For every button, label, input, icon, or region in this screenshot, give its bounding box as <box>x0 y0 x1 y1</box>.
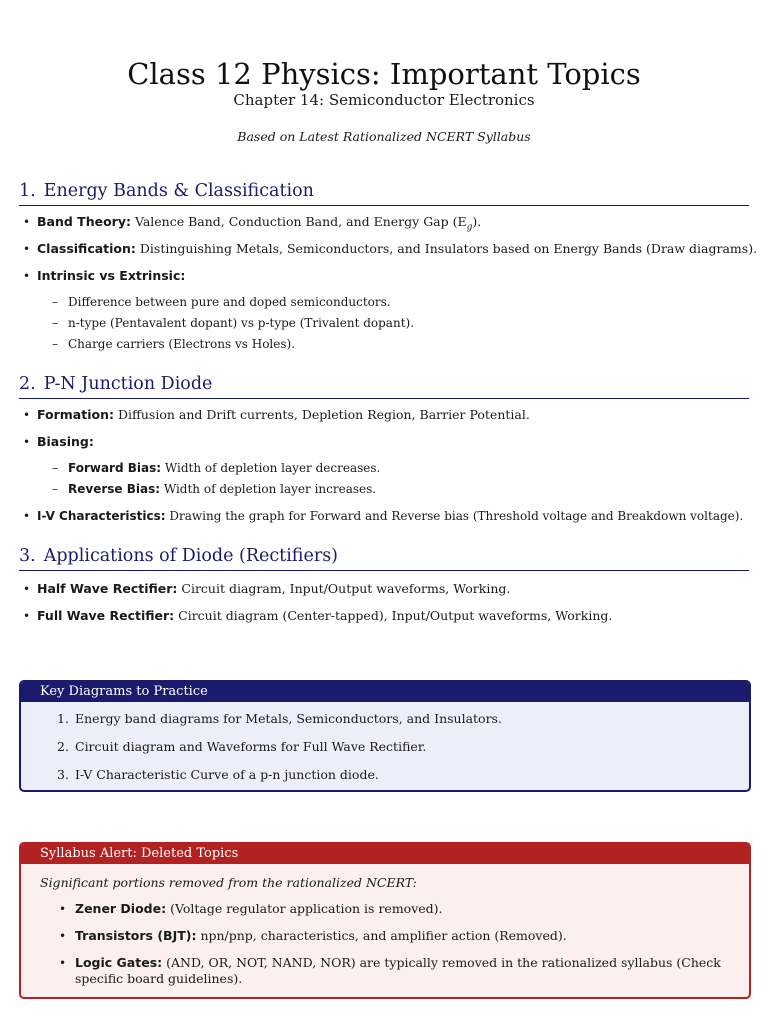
list-item-intrinsic-extrinsic <box>23 267 753 285</box>
list-item-classification <box>23 240 758 258</box>
item-text: I-V Characteristic Curve of a p-n junction diode. <box>75 767 379 782</box>
item-key: Band Theory: <box>37 214 131 229</box>
list-item <box>57 766 717 783</box>
sub-item <box>52 315 752 332</box>
chapter-subtitle: Chapter 14: Semiconductor Electronics <box>233 91 535 109</box>
item-text: Valence Band, Conduction Band, and Energy Gap (E <box>130 214 467 229</box>
item-text: Energy band diagrams for Metals, Semiconductors, and Insulators. <box>75 711 502 726</box>
bullet-icon: • <box>23 582 31 596</box>
section-title: Applications of Diode (Rectifiers) <box>43 546 339 566</box>
item-key: Zener Diode: <box>75 901 167 916</box>
section-heading-rectifiers <box>19 545 749 571</box>
item-key: I-V Characteristics: <box>37 509 166 523</box>
dash-icon: – <box>52 295 58 309</box>
page-title: Class 12 Physics: Important Topics <box>127 57 641 91</box>
item-text: Circuit diagram, Input/Output waveforms, Working. <box>177 581 511 596</box>
list-item-band-theory <box>23 213 753 237</box>
sub-item-text: Width of depletion layer decreases. <box>161 461 381 475</box>
dash-icon: – <box>52 337 58 351</box>
item-key: Formation: <box>37 407 114 422</box>
bullet-icon: • <box>59 902 67 916</box>
bullet-icon: • <box>23 242 31 256</box>
section-heading-energy-bands <box>19 180 749 206</box>
item-text: Circuit diagram (Center-tapped), Input/Output waveforms, Working. <box>174 608 613 623</box>
key-diagrams-box <box>19 680 751 792</box>
bullet-icon: • <box>23 509 31 523</box>
item-number: 3. <box>57 767 69 782</box>
sub-item-text: n-type (Pentavalent dopant) vs p-type (Trivalent dopant). <box>68 316 415 330</box>
dash-icon: – <box>52 461 58 475</box>
item-text: Diffusion and Drift currents, Depletion Region, Barrier Potential. <box>114 407 530 422</box>
list-item-iv-characteristics <box>23 508 753 525</box>
item-text: npn/pnp, characteristics, and amplifier action (Removed). <box>196 928 567 943</box>
sub-item-reverse-bias <box>52 481 752 498</box>
bullet-icon: • <box>59 956 67 970</box>
section-number: 1. <box>19 181 36 201</box>
syllabus-alert-intro: Significant portions removed from the rationalized NCERT: <box>40 875 417 890</box>
bullet-icon: • <box>59 929 67 943</box>
item-text: Distinguishing Metals, Semiconductors, and Insulators based on Energy Bands (Draw diagrams). <box>135 241 758 256</box>
sub-item <box>52 336 752 353</box>
sub-item-key: Forward Bias: <box>68 461 162 475</box>
dash-icon: – <box>52 482 58 496</box>
item-key: Logic Gates: <box>75 955 163 970</box>
bullet-icon: • <box>23 609 31 623</box>
item-subscript: g <box>466 222 473 233</box>
list-item-full-wave <box>23 607 753 625</box>
item-tail: ). <box>472 214 482 229</box>
syllabus-basis-note: Based on Latest Rationalized NCERT Syllabus <box>237 129 531 144</box>
bullet-icon: • <box>23 408 31 422</box>
list-item-zener-diode <box>59 901 739 917</box>
section-heading-pn-junction <box>19 373 749 399</box>
sub-item-key: Reverse Bias: <box>68 482 161 496</box>
item-key: Classification: <box>37 241 136 256</box>
sub-item-forward-bias <box>52 460 752 477</box>
section-number: 3. <box>19 546 36 566</box>
item-number: 2. <box>57 739 69 754</box>
sub-item-text: Width of depletion layer increases. <box>160 482 377 496</box>
list-item-transistors <box>59 928 739 944</box>
item-key: Full Wave Rectifier: <box>37 608 175 623</box>
key-diagrams-title: Key Diagrams to Practice <box>21 682 749 702</box>
section-title: P-N Junction Diode <box>43 374 213 394</box>
sub-item <box>52 294 752 311</box>
item-number: 1. <box>57 711 69 726</box>
syllabus-alert-box <box>19 842 751 999</box>
section-number: 2. <box>19 374 36 394</box>
list-item <box>57 738 717 755</box>
item-key: Half Wave Rectifier: <box>37 581 178 596</box>
dash-icon: – <box>52 316 58 330</box>
list-item-formation <box>23 406 753 424</box>
item-text: Circuit diagram and Waveforms for Full Wave Rectifier. <box>75 739 427 754</box>
item-key: Biasing: <box>37 434 94 449</box>
list-item-half-wave <box>23 580 753 598</box>
sub-item-text: Difference between pure and doped semiconductors. <box>68 295 391 309</box>
list-item-logic-gates <box>59 955 739 987</box>
syllabus-alert-title: Syllabus Alert: Deleted Topics <box>21 844 749 864</box>
sub-item-text: Charge carriers (Electrons vs Holes). <box>68 337 296 351</box>
list-item <box>57 710 717 727</box>
item-key: Transistors (BJT): <box>75 928 197 943</box>
item-text: (Voltage regulator application is removed). <box>166 901 443 916</box>
bullet-icon: • <box>23 435 31 449</box>
item-text: (AND, OR, NOT, NAND, NOR) are typically removed in the rationalized syllabus (Check specific board guidelines). <box>75 955 721 986</box>
item-key: Intrinsic vs Extrinsic: <box>37 268 186 283</box>
list-item-biasing <box>23 433 753 451</box>
bullet-icon: • <box>23 215 31 229</box>
section-title: Energy Bands & Classification <box>43 181 314 201</box>
bullet-icon: • <box>23 269 31 283</box>
item-text: Drawing the graph for Forward and Reverse bias (Threshold voltage and Breakdown voltage). <box>165 509 744 523</box>
